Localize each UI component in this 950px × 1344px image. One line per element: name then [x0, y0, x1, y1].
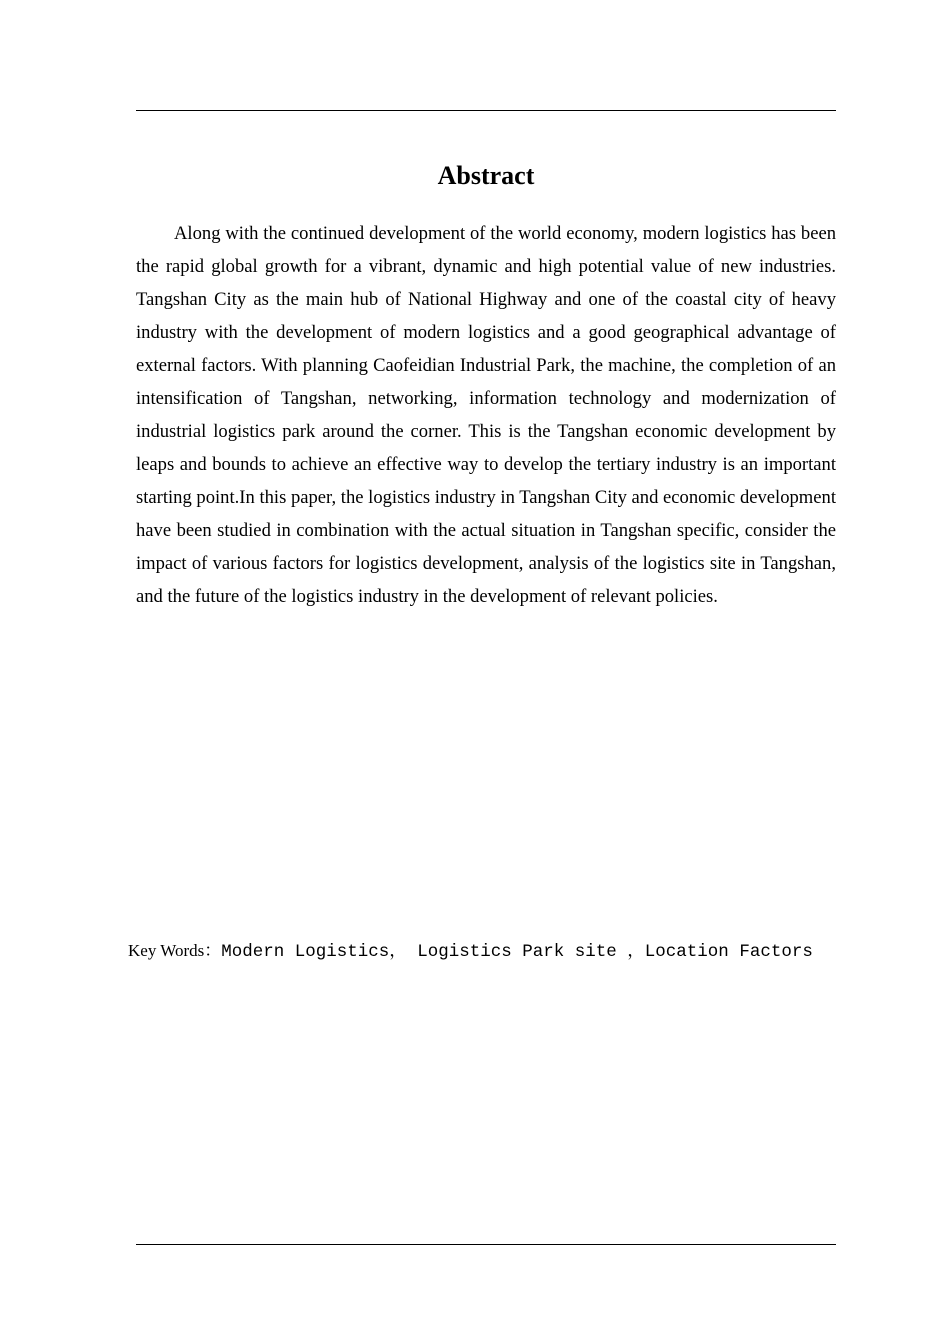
abstract-paragraph: Along with the continued development of the world economy, modern logistics has been the rapid global growth for a vibrant, dynamic and high potential value of new industries. Tangshan City as the main hub of National Highway and one of the coastal city of heavy industry with the development of modern logistics and a good geographical advantage of external factors. With planning Caofeidian Industrial Park, the machine, the completion of an intensification of Tangshan, networking, information technology and modernization of industrial logistics park around the corner. This is the Tangshan economic development by leaps and bounds to achieve an effective way to develop the tertiary industry is an important starting point.In this paper, the logistics industry in Tangshan City and economic development have been studied in combination with the actual situation in Tangshan specific, consider the impact of various factors for logistics development, analysis of the logistics site in Tangshan, and the future of the logistics industry in the development of relevant policies. [136, 223, 836, 607]
keywords-label: Key Words： [128, 941, 222, 960]
abstract-title: Abstract [437, 161, 535, 190]
footer-rule [136, 1244, 836, 1245]
keywords-line [128, 936, 848, 967]
header-rule [136, 110, 836, 111]
keywords-values: Modern Logistics， Logistics Park site ，Location Factors [221, 942, 813, 962]
